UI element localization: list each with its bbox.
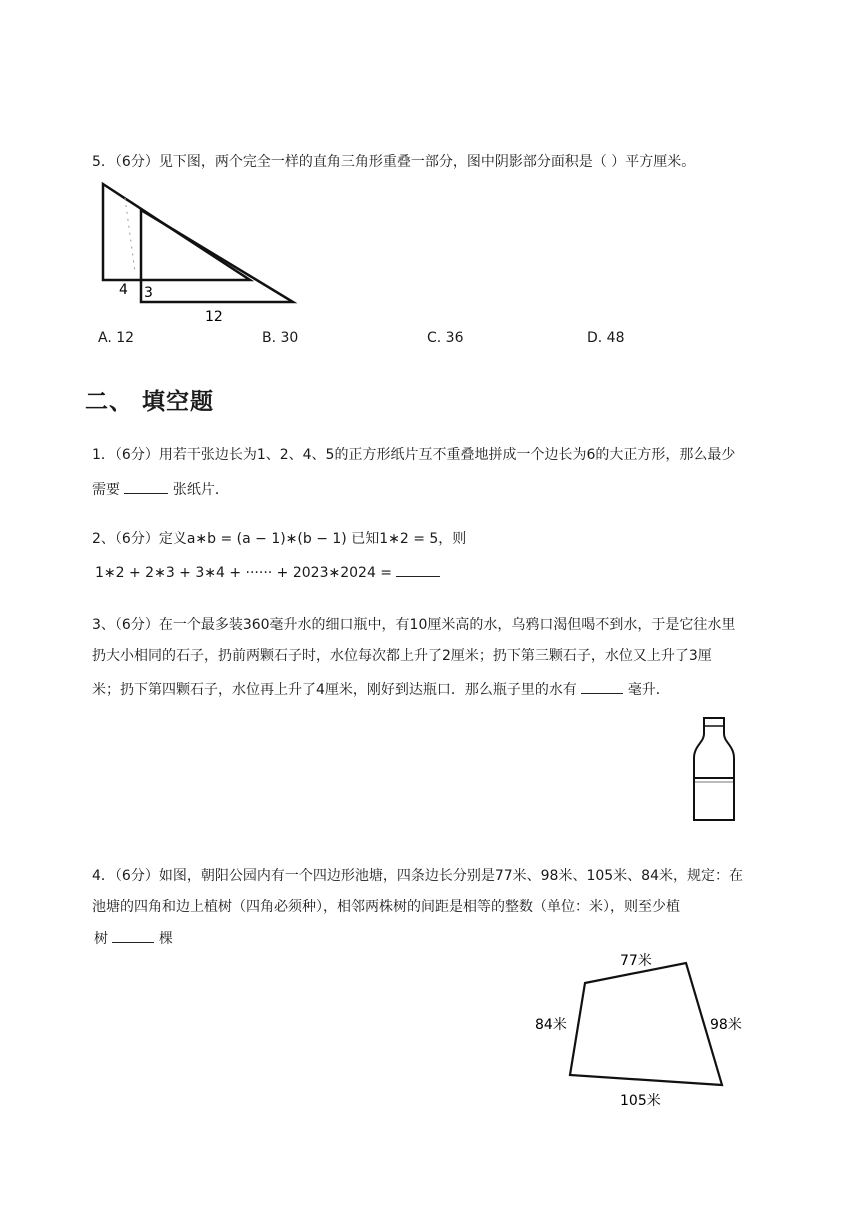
fill-q1-line2: [92, 477, 229, 500]
fill-q4-line3-suffix: 棵: [158, 931, 173, 947]
fill-q2-expression: 1∗2 + 2∗3 + 3∗4 + ······ + 2023∗2024 =: [95, 565, 393, 581]
answer-blank-q2[interactable]: [396, 560, 440, 577]
option-b: B. 30: [262, 330, 299, 346]
fill-q4-line3-prefix: 树: [94, 931, 108, 947]
overlapping-triangles-figure: [95, 178, 305, 326]
option-d: D. 48: [587, 330, 625, 346]
fill-q3-line1: 3、（6分）在一个最多装360毫升水的细口瓶中，有10厘米高的水，乌鸦口渴但喝不到水，于是它往水里: [92, 617, 736, 633]
side-label-right: 98米: [710, 1017, 742, 1033]
answer-blank-q4[interactable]: [112, 926, 154, 943]
side-label-top: 77米: [620, 953, 652, 969]
fill-q3-line2: 扔大小相同的石子，扔前两颗石子时，水位每次都上升了2厘米；扔下第三颗石子，水位又上升了3厘: [92, 648, 712, 664]
section-title: 二、 填空题: [85, 389, 215, 415]
fill-q4-line3: [94, 926, 173, 949]
answer-blank-q1[interactable]: [124, 477, 168, 494]
answer-blank-q3[interactable]: [581, 677, 623, 694]
fill-q3-line3-suffix: 毫升．: [627, 682, 670, 698]
fill-q3-line3-prefix: 米；扔下第四颗石子，水位再上升了4厘米，刚好到达瓶口．那么瓶子里的水有: [92, 682, 577, 698]
side-label-left: 84米: [535, 1017, 567, 1033]
fill-q1-line2-suffix: 张纸片．: [172, 482, 229, 498]
figure-label-4: 4: [119, 282, 128, 298]
option-a: A. 12: [98, 330, 135, 346]
fill-q1-line2-prefix: 需要: [92, 482, 120, 498]
pond-quadrilateral-figure: [530, 945, 760, 1115]
fill-q2-line2: [95, 560, 440, 583]
figure-label-12: 12: [205, 309, 223, 325]
fill-q1-line1: 1．（6分）用若干张边长为1、2、4、5的正方形纸片互不重叠地拼成一个边长为6的大正方形，那么最少: [92, 447, 736, 463]
fill-q4-line1: 4．（6分）如图，朝阳公园内有一个四边形池塘，四条边长分别是77米、98米、105米、84米，规定：在: [92, 868, 743, 884]
fill-q2-line1: 2、（6分）定义a∗b = (a − 1)∗(b − 1) 已知1∗2 = 5，则: [92, 531, 467, 547]
option-c: C. 36: [427, 330, 464, 346]
figure-label-3: 3: [144, 285, 153, 301]
bottle-figure: [688, 712, 740, 824]
fill-q4-line2: 池塘的四角和边上植树（四角必须种），相邻两株树的间距是相等的整数（单位：米），则至少植: [92, 899, 680, 915]
fill-q3-line3: [92, 677, 670, 700]
question-5-text: 5．（6分）见下图，两个完全一样的直角三角形重叠一部分，图中阴影部分面积是（ ）平方厘米。: [92, 154, 696, 170]
side-label-bottom: 105米: [620, 1093, 661, 1109]
